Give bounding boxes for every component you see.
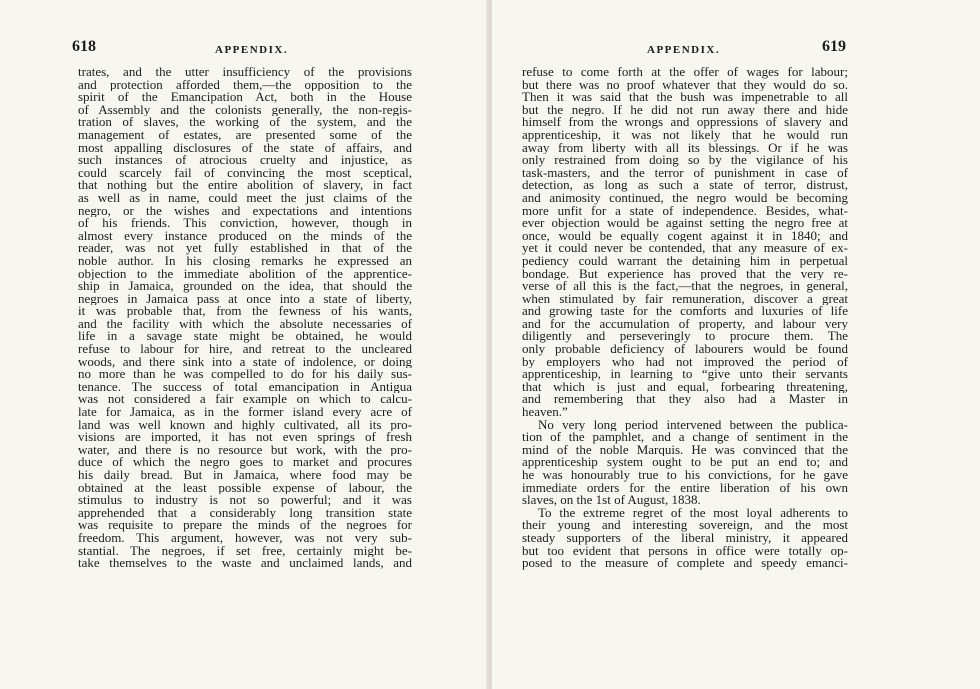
- text-line: negro, or the wishes and expectations and intentions: [78, 204, 412, 218]
- text-line: mind of the noble Marquis. He was convinced that the: [522, 443, 848, 457]
- text-line: yet it could never be contended, that any measure of ex-: [522, 242, 848, 255]
- text-line: water, and there is no resource but work, with the pro-: [78, 443, 412, 457]
- text-line: was not considered a fair example on which to calcu-: [78, 393, 412, 407]
- text-line: negroes in Jamaica pass at once into a state of liberty,: [78, 292, 412, 306]
- text-line: heaven.”: [522, 406, 568, 419]
- text-line: task-masters, and the terror of punishment in case of: [522, 166, 848, 180]
- text-line: bondage. But experience has proved that the very re-: [522, 267, 848, 281]
- text-line: Then it was said that the bush was impenetrable to all: [522, 91, 848, 104]
- text-line: trates, and the utter insufficiency of the provisions: [78, 66, 412, 79]
- text-line: noble author. In his closing remarks he expressed an: [78, 254, 412, 268]
- text-line: himself from the wrongs and oppressions of slavery and: [522, 116, 848, 129]
- text-line: take themselves to the waste and unclaimed lands, and: [78, 557, 412, 570]
- text-line: No very long period intervened between the publica-: [538, 418, 848, 432]
- text-line: tration of slaves, the working of the system, and the: [78, 116, 412, 129]
- left-page: [0, 0, 488, 689]
- text-line: ever objection would be against setting the negro free at: [522, 217, 848, 230]
- text-line: land was well known and highly cultivated, all its pro-: [78, 418, 412, 432]
- text-line: such instances of atrocious cruelty and injustice, as: [78, 154, 412, 167]
- text-line: steady supporters of the liberal ministry, it appeared: [522, 531, 848, 545]
- text-line: away from liberty with all its blessings. Or if he was: [522, 141, 848, 155]
- right-page: [492, 0, 980, 689]
- text-line: pediency could warrant the detaining him in perpetual: [522, 254, 848, 268]
- text-line: duce of which the negro goes to market and procures: [78, 456, 412, 469]
- text-line: visions are imported, it has not even springs of fresh: [78, 431, 412, 444]
- text-line: objection to the immediate abolition of the apprentice-: [78, 267, 412, 281]
- text-line: and animosity continued, the negro would be becoming: [522, 191, 848, 205]
- text-line: was requisite to prepare the minds of the negroes for: [78, 519, 412, 532]
- text-line: ship in Jamaica, grounded on the idea, that should the: [78, 280, 412, 293]
- text-line: by employers who had not improved the period of: [522, 355, 848, 369]
- text-line: of Assembly and the colonists generally, the non-regis-: [78, 103, 412, 117]
- left-running-head: APPENDIX.: [215, 44, 289, 56]
- text-line: verse of all this is the fact,—that the negroes, in general,: [522, 280, 848, 293]
- text-line: apprehended that a considerably long transition state: [78, 506, 412, 520]
- text-line: that which is just and equal, forbearing threatening,: [522, 380, 848, 394]
- text-line: and remembering that they also had a Master in: [522, 393, 848, 407]
- text-line: freedom. This argument, however, was not very sub-: [78, 531, 412, 545]
- text-line: To the extreme regret of the most loyal adherents to: [538, 506, 848, 520]
- text-line: diligently and perseveringly to procure them. The: [522, 330, 848, 344]
- text-line: and protection afforded them,—the opposition to the: [78, 78, 412, 92]
- text-line: immediate orders for the entire liberation of his own: [522, 481, 848, 495]
- left-page-number: 618: [72, 38, 96, 55]
- text-line: could scarcely fail of convincing the most sceptical,: [78, 166, 412, 180]
- text-line: only probable deficiency of labourers would be found: [522, 343, 848, 356]
- text-line: spirit of the Emancipation Act, both in the House: [78, 91, 412, 104]
- text-line: but too evident that persons in office were totally op-: [522, 544, 848, 558]
- text-line: as well as in name, could meet the just claims of the: [78, 191, 412, 205]
- text-line: reader, was not yet fully established in that of the: [78, 242, 412, 255]
- text-line: of his friends. This conviction, however, though in: [78, 217, 412, 230]
- text-line: woods, and there sink into a state of indolence, or doing: [78, 355, 412, 369]
- text-line: that nothing but the entire abolition of slavery, in fact: [78, 179, 412, 192]
- text-line: obtained at the least possible expense of labour, the: [78, 481, 412, 495]
- text-line: detection, as long as such a state of terror, distrust,: [522, 179, 848, 192]
- text-line: and the facility with which the absolute necessaries of: [78, 317, 412, 331]
- right-running-head: APPENDIX.: [647, 44, 721, 56]
- left-body-text: [78, 66, 412, 570]
- text-line: posed to the measure of complete and speedy emanci-: [522, 557, 848, 570]
- text-line: stimulus to industry is not so powerful; and it was: [78, 494, 412, 507]
- text-line: but there was no proof whatever that they would do so.: [522, 78, 848, 92]
- text-line: and for the accumulation of property, and labour very: [522, 317, 848, 331]
- text-line: more unfit for a state of independence. Besides, what-: [522, 204, 848, 218]
- text-line: refuse to come forth at the offer of wages for labour;: [522, 66, 848, 79]
- text-line: tenance. The success of total emancipation in Antigua: [78, 380, 412, 394]
- text-line: their young and interesting sovereign, and the most: [522, 519, 848, 532]
- text-line: it was probable that, from the fewness of his wants,: [78, 305, 412, 318]
- text-line: and growing taste for the comforts and luxuries of life: [522, 305, 848, 318]
- text-line: once, would be equally cogent against it in 1840; and: [522, 229, 848, 243]
- text-line: only restrained from doing so by the vigilance of his: [522, 154, 848, 167]
- text-line: apprenticeship, in learning to “give unto their servants: [522, 368, 848, 381]
- text-line: his daily bread. But in Jamaica, where food may be: [78, 469, 412, 482]
- text-line: apprenticeship, it was not likely that he would run: [522, 128, 848, 142]
- text-line: slaves, on the 1st of August, 1838.: [522, 494, 701, 507]
- text-line: refuse to labour for hire, and retreat to the uncleared: [78, 343, 412, 356]
- text-line: stantial. The negroes, if set free, certainly might be-: [78, 544, 412, 558]
- text-line: late for Jamaica, as in the former island every acre of: [78, 406, 412, 419]
- text-line: but the negro. If he did not run away there and hide: [522, 103, 848, 117]
- right-page-number: 619: [822, 38, 846, 55]
- right-body-text: [522, 66, 848, 570]
- text-line: management of estates, are presented some of the: [78, 128, 412, 142]
- text-line: he was honourably true to his convictions, for he gave: [522, 469, 848, 482]
- text-line: most appalling disclosures of the state of affairs, and: [78, 141, 412, 155]
- text-line: life in a savage state might be obtained, he would: [78, 330, 412, 344]
- text-line: almost every instance produced on the minds of the: [78, 229, 412, 243]
- text-line: tion of the pamphlet, and a change of sentiment in the: [522, 431, 848, 444]
- text-line: when stimulated by fair remuneration, discover a great: [522, 292, 848, 306]
- text-line: apprenticeship system ought to be put an end to; and: [522, 456, 848, 469]
- text-line: no more than he was compelled to do for his daily sus-: [78, 368, 412, 381]
